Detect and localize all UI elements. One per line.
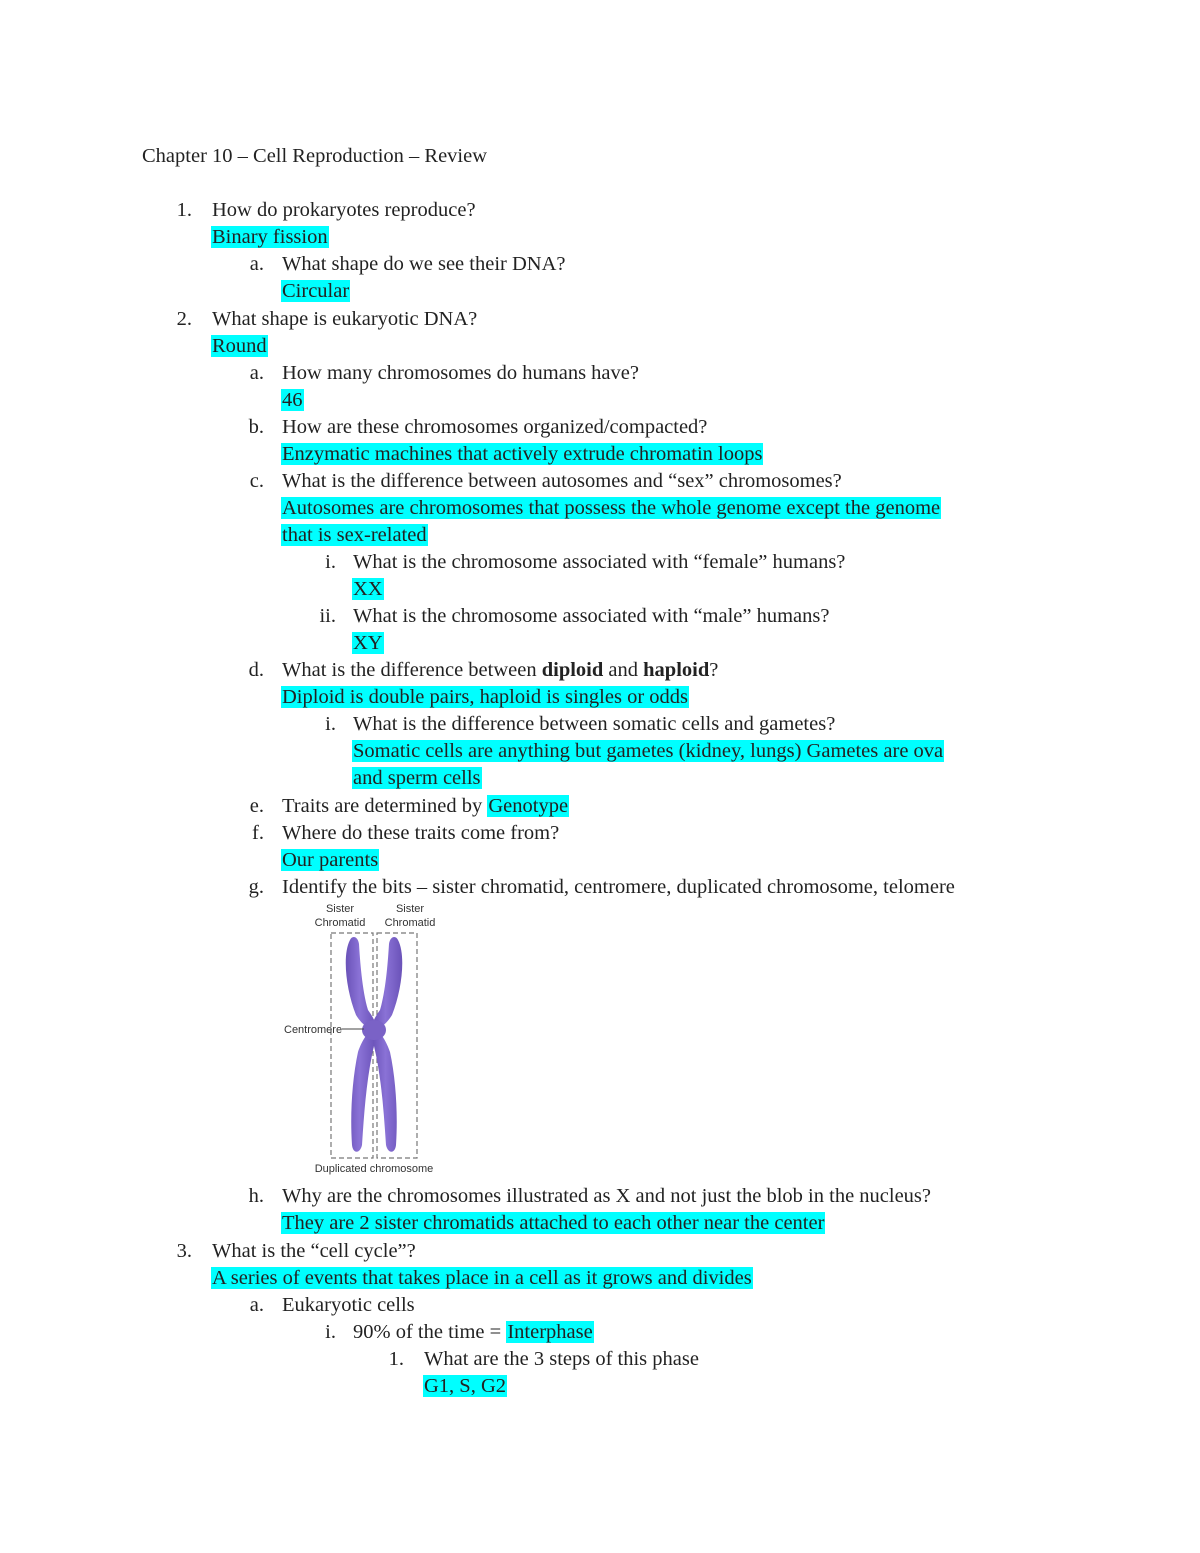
q2f-answer: Our parents — [282, 849, 379, 871]
q2h-question: Why are the chromosomes illustrated as X and not just the blob in the nucleus? — [282, 1185, 932, 1207]
q2f-marker: f. — [252, 822, 264, 844]
sister-chromatid-left — [346, 937, 376, 1152]
chromosome-diagram — [280, 900, 460, 1180]
q3ai-text: 90% of the time = — [353, 1321, 507, 1343]
q3ai-marker: i. — [325, 1321, 336, 1343]
q3ai-statement — [353, 1319, 594, 1346]
q2c-answer-line2: that is sex-related — [282, 524, 427, 546]
q3-number: 3. — [176, 1240, 192, 1262]
q3a-marker: a. — [249, 1294, 264, 1316]
q1a-marker: a. — [249, 253, 264, 275]
q1a-question: What shape do we see their DNA? — [282, 253, 566, 275]
q2b-question: How are these chromosomes organized/compacted? — [282, 416, 708, 438]
q2c-question: What is the difference between autosomes and “sex” chromosomes? — [282, 470, 842, 492]
q2g-marker: g. — [248, 876, 264, 898]
q1-number: 1. — [176, 199, 192, 221]
q2e-text: Traits are determined by — [282, 795, 488, 817]
q2h-marker: h. — [248, 1185, 264, 1207]
label-chromatid-left: Chromatid — [314, 917, 366, 929]
q2d-text-pre: What is the difference between — [282, 659, 542, 681]
label-sister-right: Sister — [395, 903, 425, 915]
q2d-text-mid: and — [603, 659, 644, 681]
q2-answer: Round — [212, 335, 267, 357]
q1-question: How do prokaryotes reproduce? — [212, 199, 476, 221]
q2a-marker: a. — [249, 362, 264, 384]
q2a-question: How many chromosomes do humans have? — [282, 362, 639, 384]
q3-answer: A series of events that takes place in a cell as it grows and divides — [212, 1267, 752, 1289]
q2h-answer: They are 2 sister chromatids attached to each other near the center — [282, 1212, 825, 1234]
q2f-question: Where do these traits come from? — [282, 822, 560, 844]
q1a-answer: Circular — [282, 280, 350, 302]
q2d-marker: d. — [248, 659, 264, 681]
q2e-statement — [282, 793, 569, 820]
q2d-term-diploid: diploid — [541, 659, 604, 681]
q3ai1-marker: 1. — [388, 1348, 404, 1370]
q2d-text-post: ? — [709, 659, 719, 681]
q2e-marker: e. — [249, 795, 264, 817]
q3ai1-question: What are the 3 steps of this phase — [424, 1348, 699, 1370]
q2ci-answer: XX — [353, 578, 383, 600]
sister-chromatid-right — [372, 937, 402, 1152]
q2di-answer-line2: and sperm cells — [353, 767, 481, 789]
q2e-answer: Genotype — [488, 795, 569, 817]
centromere-knob — [362, 1020, 386, 1040]
q2di-answer-line1: Somatic cells are anything but gametes (kidney, lungs) Gametes are ova — [353, 740, 944, 762]
page-title: Chapter 10 – Cell Reproduction – Review — [142, 145, 488, 167]
q2b-answer: Enzymatic machines that actively extrude chromatin loops — [282, 443, 763, 465]
q2di-question: What is the difference between somatic cells and gametes? — [353, 713, 836, 735]
q2cii-marker: ii. — [319, 605, 336, 627]
q2-number: 2. — [176, 308, 192, 330]
q2d-term-haploid: haploid — [643, 659, 710, 681]
q3a-text: Eukaryotic cells — [282, 1294, 415, 1316]
q3ai-answer: Interphase — [507, 1321, 593, 1343]
q2g-prompt: Identify the bits – sister chromatid, centromere, duplicated chromosome, telomere — [282, 876, 955, 898]
q2c-marker: c. — [249, 470, 264, 492]
q3-question: What is the “cell cycle”? — [212, 1240, 416, 1262]
q2c-answer-line1: Autosomes are chromosomes that possess the whole genome except the genome — [282, 497, 941, 519]
label-sister-left: Sister — [325, 903, 355, 915]
q2d-question — [282, 657, 718, 684]
q2b-marker: b. — [248, 416, 264, 438]
q2ci-marker: i. — [325, 551, 336, 573]
q2di-marker: i. — [325, 713, 336, 735]
label-centromere: Centromere — [284, 1024, 343, 1036]
q2ci-question: What is the chromosome associated with “female” humans? — [353, 551, 846, 573]
q2d-answer: Diploid is double pairs, haploid is singles or odds — [282, 686, 688, 708]
label-duplicated-chromosome: Duplicated chromosome — [314, 1163, 434, 1175]
q2cii-question: What is the chromosome associated with “male” humans? — [353, 605, 830, 627]
q3ai1-answer: G1, S, G2 — [424, 1375, 507, 1397]
q2a-answer: 46 — [282, 389, 303, 411]
q2cii-answer: XY — [353, 632, 383, 654]
q2-question: What shape is eukaryotic DNA? — [212, 308, 478, 330]
label-chromatid-right: Chromatid — [384, 917, 436, 929]
q1-answer: Binary fission — [212, 226, 328, 248]
